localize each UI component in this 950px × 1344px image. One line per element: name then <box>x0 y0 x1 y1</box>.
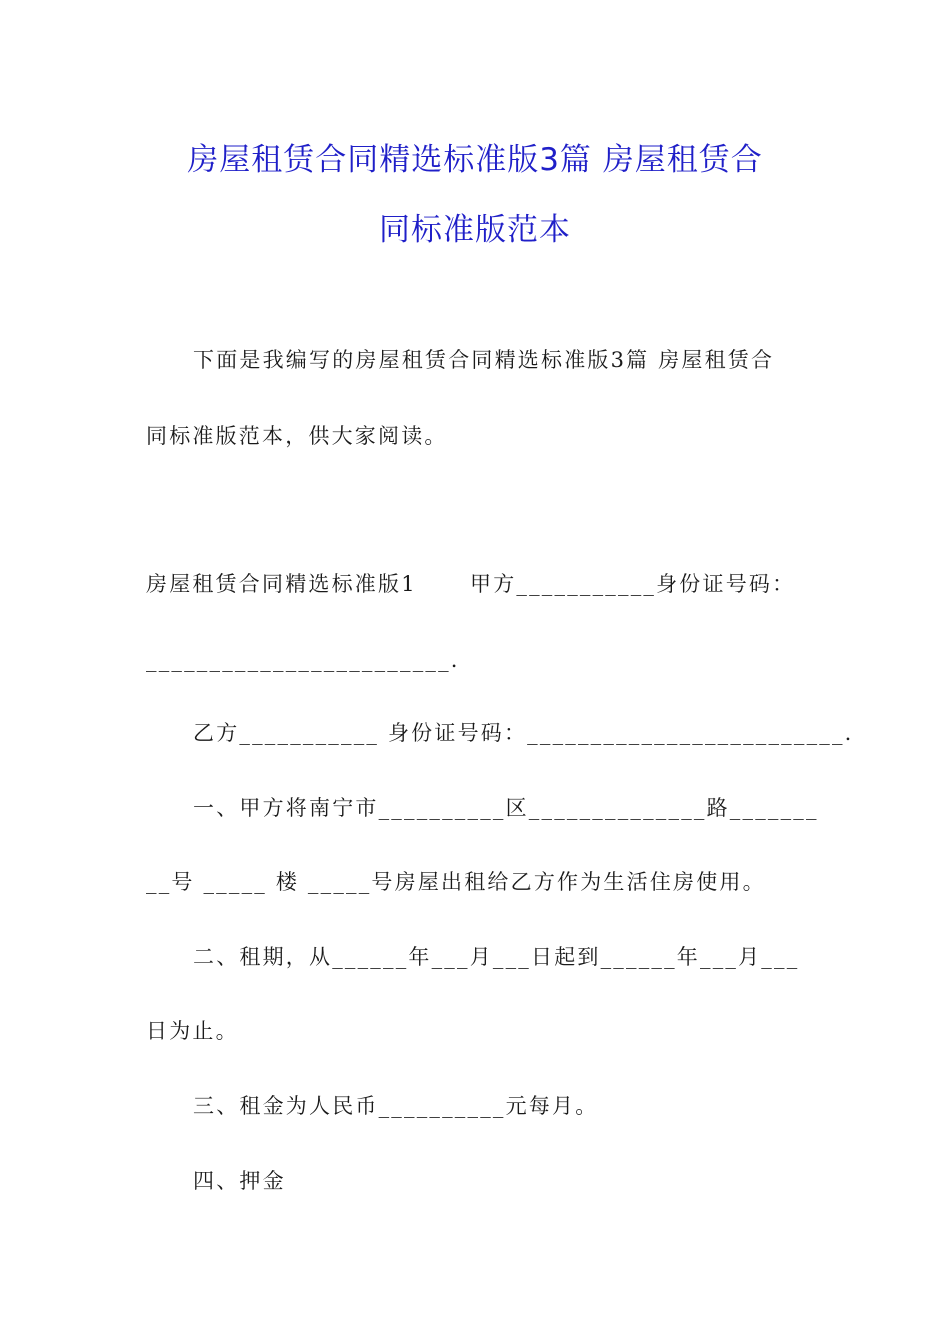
clause-2-line-2: 日为止。 <box>146 1019 239 1043</box>
party-a-line-1: 房屋租赁合同精选标准版1 甲方___________身份证号码： <box>146 572 796 596</box>
clause-1-line-2: __号 _____ 楼 _____号房屋出租给乙方作为生活住房使用。 <box>146 870 766 894</box>
document-title-line-2: 同标准版范本 <box>379 212 571 248</box>
party-a-line-2: ________________________. <box>146 648 460 672</box>
clause-2-line-1: 二、租期，从______年___月___日起到______年___月___ <box>193 945 800 969</box>
party-b-line: 乙方___________ 身份证号码：_________________________. <box>193 721 854 745</box>
clause-4-line: 四、押金 <box>193 1169 286 1193</box>
clause-1-line-1: 一、甲方将南宁市__________区______________路_______ <box>193 796 819 820</box>
document-title-line-1: 房屋租赁合同精选标准版3篇 房屋租赁合 <box>187 142 763 178</box>
intro-paragraph-line-1: 下面是我编写的房屋租赁合同精选标准版3篇 房屋租赁合 <box>193 348 775 372</box>
intro-paragraph-line-2: 同标准版范本，供大家阅读。 <box>146 424 448 448</box>
clause-3-line: 三、租金为人民币__________元每月。 <box>193 1094 599 1118</box>
